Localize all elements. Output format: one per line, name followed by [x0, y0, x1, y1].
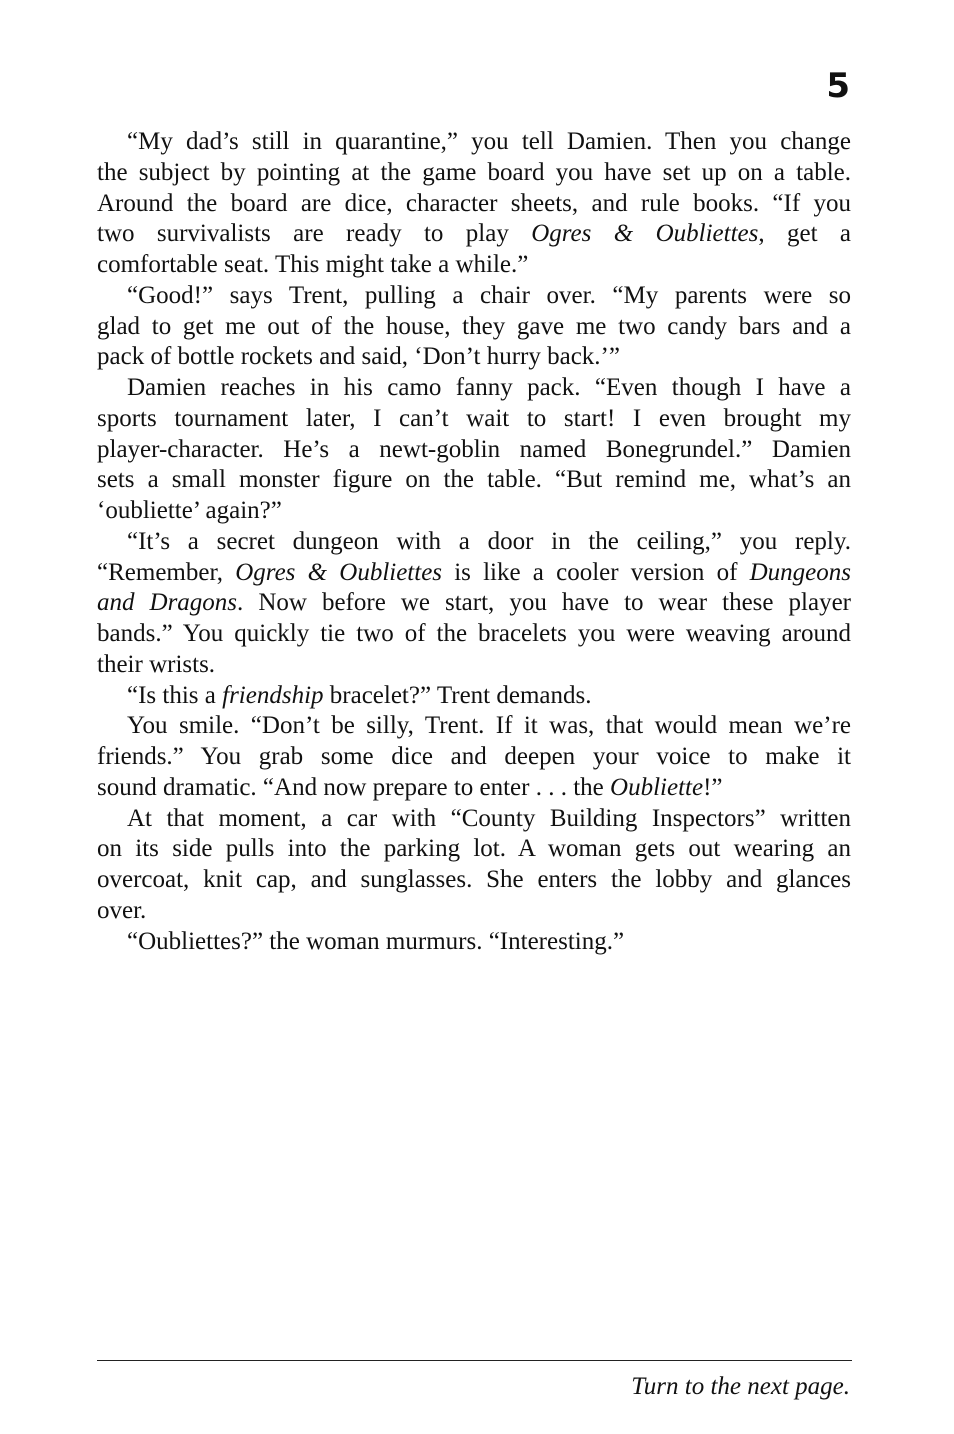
text-line [97, 189, 851, 220]
text-run: “Remember, [97, 558, 236, 586]
text-run: ‘oubliette’ again?” [97, 497, 282, 524]
text-line [97, 834, 851, 865]
text-line [97, 373, 851, 404]
text-run: You smile. “Don’t be silly, Trent. If it was, that would mean we’re [127, 712, 851, 740]
text-run: two survivalists are ready to play [97, 220, 532, 248]
text-line [97, 404, 851, 435]
italic-text: Oubliette [610, 773, 704, 801]
text-line [97, 773, 851, 804]
italic-text: Dungeons [749, 558, 851, 586]
text-run: At that moment, a car with “County Building Inspectors” written [127, 804, 851, 832]
text-run: bracelet?” Trent demands. [323, 681, 592, 709]
text-run: sets a small monster figure on the table. “But remind me, what’s an [97, 466, 851, 494]
text-run: “Is this a [127, 681, 223, 709]
text-run: their wrists. [97, 650, 216, 678]
text-line [97, 342, 851, 373]
text-run: player-character. He’s a newt-goblin named Bonegrundel.” Damien [97, 435, 851, 463]
text-line [97, 127, 851, 158]
paragraph [97, 373, 851, 527]
text-run: Damien reaches in his camo fanny pack. “Even though I have a [127, 374, 851, 401]
text-run: , get a [758, 220, 852, 248]
text-run: over. [97, 896, 147, 924]
text-run: on its side pulls into the parking lot. A woman gets out wearing an [97, 835, 851, 863]
text-line [97, 527, 851, 558]
paragraph [97, 927, 851, 958]
text-run: “Oubliettes?” the woman murmurs. “Interesting.” [127, 927, 625, 955]
text-run: is like a cooler version of [442, 558, 750, 586]
text-run: bands.” You quickly tie two of the bracelets you were weaving around [97, 620, 851, 647]
text-run: pack of bottle rockets and said, ‘Don’t hurry back.’” [97, 343, 620, 371]
text-line [97, 896, 851, 927]
text-line [97, 650, 851, 681]
text-line [97, 496, 851, 527]
text-line [97, 711, 851, 742]
text-line [97, 804, 851, 835]
text-line [97, 219, 851, 250]
italic-text: Ogres & Oubliettes [235, 558, 443, 586]
text-line [97, 435, 851, 466]
italic-text: friendship [222, 681, 324, 709]
paragraph [97, 804, 851, 927]
footer-divider [97, 1360, 852, 1361]
page-number: 5 [826, 66, 850, 106]
text-run: “Good!” says Trent, pulling a chair over. “My parents were so [127, 281, 851, 309]
text-run: overcoat, knit cap, and sunglasses. She enters the lobby and glances [97, 866, 851, 893]
paragraph [97, 127, 851, 281]
text-line [97, 465, 851, 496]
text-run: “It’s a secret dungeon with a door in the ceiling,” you reply. [127, 527, 851, 555]
text-run: . Now before we start, you have to wear these player [237, 589, 852, 617]
text-run: Around the board are dice, character sheets, and rule books. “If you [97, 189, 851, 217]
text-line [97, 281, 851, 312]
text-line [97, 865, 851, 896]
text-line [97, 158, 851, 189]
text-run: friends.” You grab some dice and deepen your voice to make it [97, 743, 851, 770]
text-line [97, 927, 851, 958]
text-line [97, 250, 851, 281]
text-run: sound dramatic. “And now prepare to enter . . . the [97, 773, 611, 801]
text-line [97, 619, 851, 650]
text-line [97, 742, 851, 773]
body-text [97, 127, 851, 957]
text-line [97, 312, 851, 343]
text-run: !” [703, 773, 723, 801]
text-run: the subject by pointing at the game board you have set up on a table. [97, 158, 851, 186]
paragraph [97, 281, 851, 373]
text-line [97, 588, 851, 619]
paragraph [97, 711, 851, 803]
text-run: glad to get me out of the house, they gave me two candy bars and a [97, 312, 851, 340]
text-line [97, 681, 851, 712]
text-run: comfortable seat. This might take a while.” [97, 251, 529, 278]
paragraph [97, 527, 851, 681]
text-line [97, 558, 851, 589]
paragraph [97, 681, 851, 712]
italic-text: and Dragons [97, 589, 238, 617]
text-run: “My dad’s still in quarantine,” you tell Damien. Then you change [127, 128, 851, 155]
text-run: sports tournament later, I can’t wait to start! I even brought my [97, 404, 851, 432]
italic-text: Ogres & Oubliettes [531, 220, 759, 248]
footer-note: Turn to the next page. [631, 1373, 850, 1400]
